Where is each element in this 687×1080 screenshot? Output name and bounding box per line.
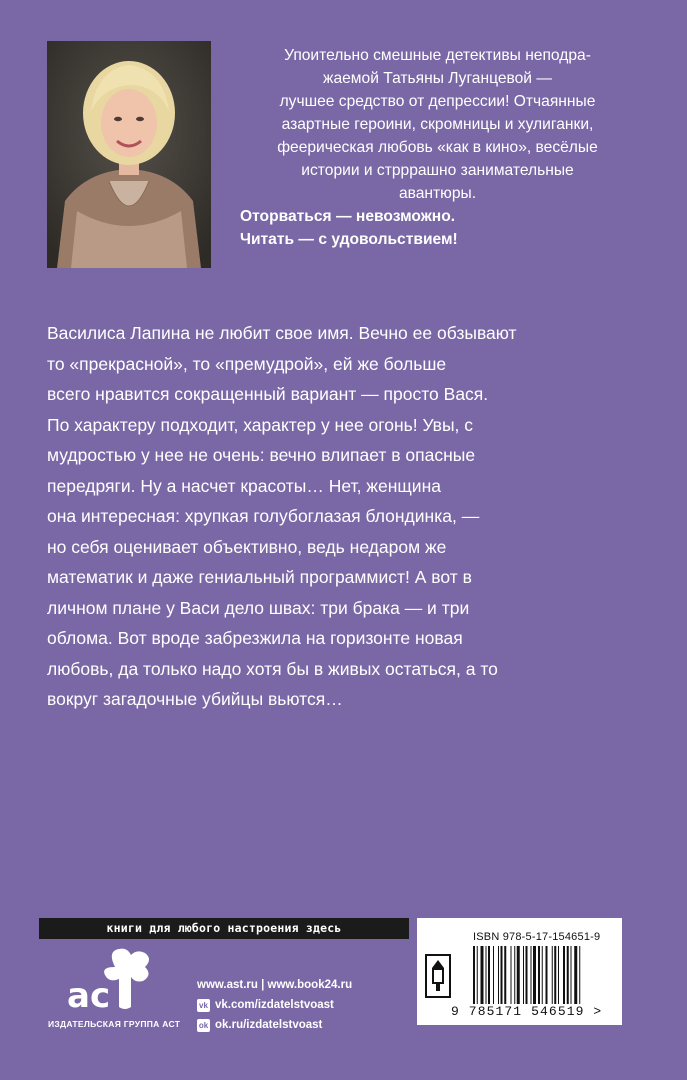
vk-icon: vk [197, 999, 210, 1012]
description-line: но себя оценивает объективно, ведь недаром же [47, 536, 447, 557]
author-photo [47, 41, 211, 268]
intro-line: авантюры. [398, 185, 477, 202]
intro-line: жаемой Татьяны Луганцевой — [323, 70, 552, 87]
logo-caption: ИЗДАТЕЛЬСКАЯ ГРУППА АСТ [48, 1019, 181, 1029]
author-portrait-image [47, 41, 211, 268]
description-line: она интересная: хрупкая голубоглазая блондинка, — [47, 506, 480, 526]
description-line: облома. Вот вроде забрезжила на горизонте новая [47, 628, 463, 648]
intro-line: истории и стрррашно занимательные [301, 162, 574, 179]
websites-link[interactable]: www.ast.ru | www.book24.ru [197, 979, 353, 991]
description-line: математик и даже гениальный программист! А вот в [47, 567, 472, 587]
description-line: По характеру подходит, характер у нее огонь! Увы, с [47, 414, 474, 435]
vk-row [197, 995, 417, 1015]
ast-logo [45, 945, 185, 1045]
ast-logo-icon [45, 945, 185, 1025]
book-description [47, 318, 647, 715]
description-line: любовь, да только надо хотя бы в живых остаться, а то [47, 658, 498, 679]
logo-lettering: ас [67, 976, 111, 1016]
description-line: передряги. Ну а насчет красоты… Нет, женщина [47, 475, 441, 496]
intro-line: лучшее средство от депрессии! Отчаянные [279, 93, 596, 110]
description-line: то «прекрасной», то «премудрой», ей же больше [47, 353, 447, 374]
description-line: вокруг загадочные убийцы вьются… [47, 689, 343, 709]
tagline-banner: книги для любого настроения здесь [39, 918, 409, 939]
intro-blurb [240, 44, 635, 251]
publisher-links [197, 975, 417, 1035]
ean-number: 9 785171 546519 > [451, 1004, 603, 1019]
intro-line: феерическая любовь «как в кино», весёлые [277, 139, 598, 156]
lamp-icon [425, 954, 451, 998]
isbn-text: ISBN 978-5-17-154651-9 [473, 931, 601, 943]
websites-row [197, 975, 417, 995]
intro-line: Упоительно смешные детективы неподра- [284, 47, 591, 64]
ok-link[interactable]: ok.ru/izdatelstvoast [215, 1019, 323, 1031]
description-line: мудростью у нее не очень: вечно влипает в опасные [47, 445, 476, 465]
intro-line: азартные героини, скромницы и хулиганки, [281, 116, 594, 133]
description-line: всего нравится сокращенный вариант — просто Вася. [47, 384, 489, 404]
barcode-panel [417, 918, 622, 1025]
barcode-icon [473, 946, 609, 1004]
intro-bold-line: Читать — с удовольствием! [240, 231, 458, 248]
ok-row [197, 1015, 417, 1035]
description-line: Василиса Лапина не любит свое имя. Вечно ее обзывают [47, 323, 517, 343]
vk-link[interactable]: vk.com/izdatelstvoast [215, 999, 334, 1011]
description-line: личном плане у Васи дело швах: три брака — и три [47, 597, 470, 618]
intro-bold-line: Оторваться — невозможно. [240, 208, 456, 225]
ok-icon: ok [198, 1020, 209, 1030]
